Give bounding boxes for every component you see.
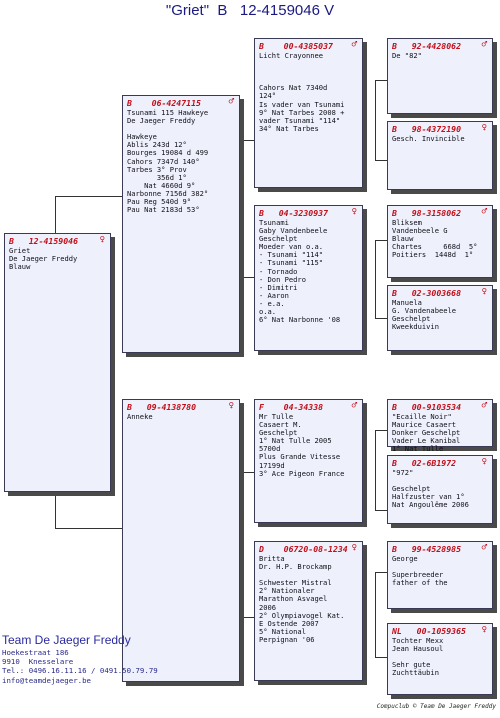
- ring-number: B 06-4247115 ♂: [127, 97, 234, 108]
- connector: [240, 472, 254, 473]
- connector: [375, 572, 387, 573]
- female-symbol-icon: ♀: [351, 543, 357, 553]
- card-text: "Ecaille Noir" Maurice Casaert Donker Geschelpt Vader Le Kanibal 1° Nat Tulle: [392, 412, 461, 454]
- ring-number: B 00-4385037 ♂: [259, 40, 357, 51]
- connector: [375, 430, 376, 510]
- ring-number: B 98-3158062 ♂: [392, 207, 487, 218]
- pedigree-card-griet: [4, 233, 111, 492]
- male-symbol-icon: ♂: [351, 40, 357, 50]
- male-symbol-icon: ♂: [481, 401, 487, 411]
- male-symbol-icon: ♂: [228, 97, 234, 107]
- connector: [375, 160, 387, 161]
- female-symbol-icon: ♀: [481, 287, 487, 297]
- connector: [375, 657, 387, 658]
- ring-number: B 09-4138780 ♀: [127, 401, 234, 412]
- ring-number: B 98-4372190 ♀: [392, 123, 487, 134]
- connector: [240, 140, 241, 277]
- female-symbol-icon: ♀: [99, 235, 105, 245]
- pedigree-card-sds: [387, 205, 493, 278]
- connector: [240, 617, 254, 618]
- male-symbol-icon: ♂: [481, 207, 487, 217]
- pedigree-card-dam-dam: [254, 541, 363, 681]
- pedigree-card-sss: [387, 38, 493, 114]
- connector: [375, 510, 387, 511]
- card-text: Tochter Mexx Jean Hausoul Sehr gute Zuchttäubin: [392, 636, 444, 678]
- pedigree-card-sire-dam: [254, 205, 363, 351]
- card-text: Bliksem Vandenbeele G Blauw Chartes 668d 5° Poitiers 1448d 1°: [392, 218, 478, 260]
- ring-number: B 02-6B1972 ♀: [392, 457, 487, 468]
- ring-number: D 06720-08-1234 ♀: [259, 543, 357, 554]
- card-text: De "82": [392, 51, 422, 60]
- female-symbol-icon: ♀: [481, 457, 487, 467]
- contact-address: Hoekestraat 186 9910 Knesselare Tel.: 0496.16.11.16 / 0491.50.79.79 info@teamdejaeger.be: [2, 648, 158, 685]
- connector: [375, 80, 387, 81]
- card-text: Anneke: [127, 412, 153, 421]
- ring-number: B 12-4159046 ♀: [9, 235, 105, 246]
- card-text: Griet De Jaeger Freddy Blauw: [9, 246, 78, 272]
- male-symbol-icon: ♂: [351, 401, 357, 411]
- card-text: "972" Geschelpt Halfzuster van 1° Nat Angoulême 2006: [392, 468, 469, 510]
- pedigree-card-sire: [122, 95, 240, 353]
- card-text: Mr Tulle Casaert M. Geschelpt 1° Nat Tulle 2005 5700d Plus Grande Vitesse 17199d 3° Ace Pigeon France: [259, 412, 345, 478]
- card-text: George Superbreeder father of the: [392, 554, 448, 588]
- card-text: Manuela G. Vandenabeele Geschelpt Kweekduivin: [392, 298, 457, 332]
- card-text: Gesch. Invincible: [392, 134, 465, 143]
- pedigree-card-dam: [122, 399, 240, 682]
- male-symbol-icon: ♂: [481, 543, 487, 553]
- page-title: "Griet" B 12-4159046 V: [165, 2, 335, 19]
- ring-number: B 02-3003668 ♀: [392, 287, 487, 298]
- card-text: Tsunami Gaby Vandenbeele Geschelpt Moeder van o.a. - Tsunami "114" - Tsunami "115" - Tornado - Don Pedro - Dimitri - Aaron - e.a. o.a. 6° Nat Narbonne '08: [259, 218, 341, 325]
- connector: [240, 140, 254, 141]
- pedigree-card-dss: [387, 399, 493, 454]
- team-name: Team De Jaeger Freddy: [2, 633, 131, 647]
- pedigree-card-dds: [387, 541, 493, 609]
- ring-number: NL 00-1059365 ♀: [392, 625, 487, 636]
- female-symbol-icon: ♀: [228, 401, 234, 411]
- connector: [55, 492, 56, 528]
- pedigree-card-dsd: [387, 455, 493, 524]
- pedigree-card-sire-sire: [254, 38, 363, 188]
- pedigree-card-ssd: [387, 121, 493, 190]
- connector: [240, 472, 241, 617]
- pedigree-card-sdd: [387, 285, 493, 351]
- ring-number: B 00-9103534 ♂: [392, 401, 487, 412]
- female-symbol-icon: ♀: [481, 123, 487, 133]
- connector: [375, 80, 376, 160]
- connector: [375, 572, 376, 657]
- card-text: Britta Dr. H.P. Brockamp Schwester Mistral 2° Nationaler Marathon Asvagel 2006 2° Olympiavogel Kat. E Ostende 2007 5° National Perpignan '06: [259, 554, 345, 644]
- ring-number: B 92-4428062 ♂: [392, 40, 487, 51]
- card-text: Licht Crayonnee Cahors Nat 7340d 124° Is vader van Tsunami 9° Nat Tarbes 2008 + vader Tsunami "114" 34° Nat Tarbes: [259, 51, 345, 133]
- pedigree-card-ddd: [387, 623, 493, 695]
- connector: [375, 318, 387, 319]
- connector: [55, 196, 124, 197]
- ring-number: F 04-34338 ♂: [259, 401, 357, 412]
- connector: [375, 430, 387, 431]
- female-symbol-icon: ♀: [351, 207, 357, 217]
- male-symbol-icon: ♂: [481, 40, 487, 50]
- connector: [240, 277, 254, 278]
- connector: [375, 240, 376, 318]
- female-symbol-icon: ♀: [481, 625, 487, 635]
- connector: [55, 196, 56, 233]
- ring-number: B 04-3230937 ♀: [259, 207, 357, 218]
- pedigree-card-dam-sire: [254, 399, 363, 523]
- card-text: Tsunami 115 Hawkeye De Jaeger Freddy Hawkeye Ablis 243d 12° Bourges 19084 d 499 Cahors 7347d 140° Tarbes 3° Prov 356d 1° Nat 4660d 9° Narbonne 7156d 382° Pau Reg 540d 9° Pau Nat 2183d 53°: [127, 108, 209, 215]
- ring-number: B 99-4528985 ♂: [392, 543, 487, 554]
- credit-line: Compuclub © Team De Jaeger Freddy: [376, 703, 496, 710]
- connector: [375, 240, 387, 241]
- connector: [55, 528, 124, 529]
